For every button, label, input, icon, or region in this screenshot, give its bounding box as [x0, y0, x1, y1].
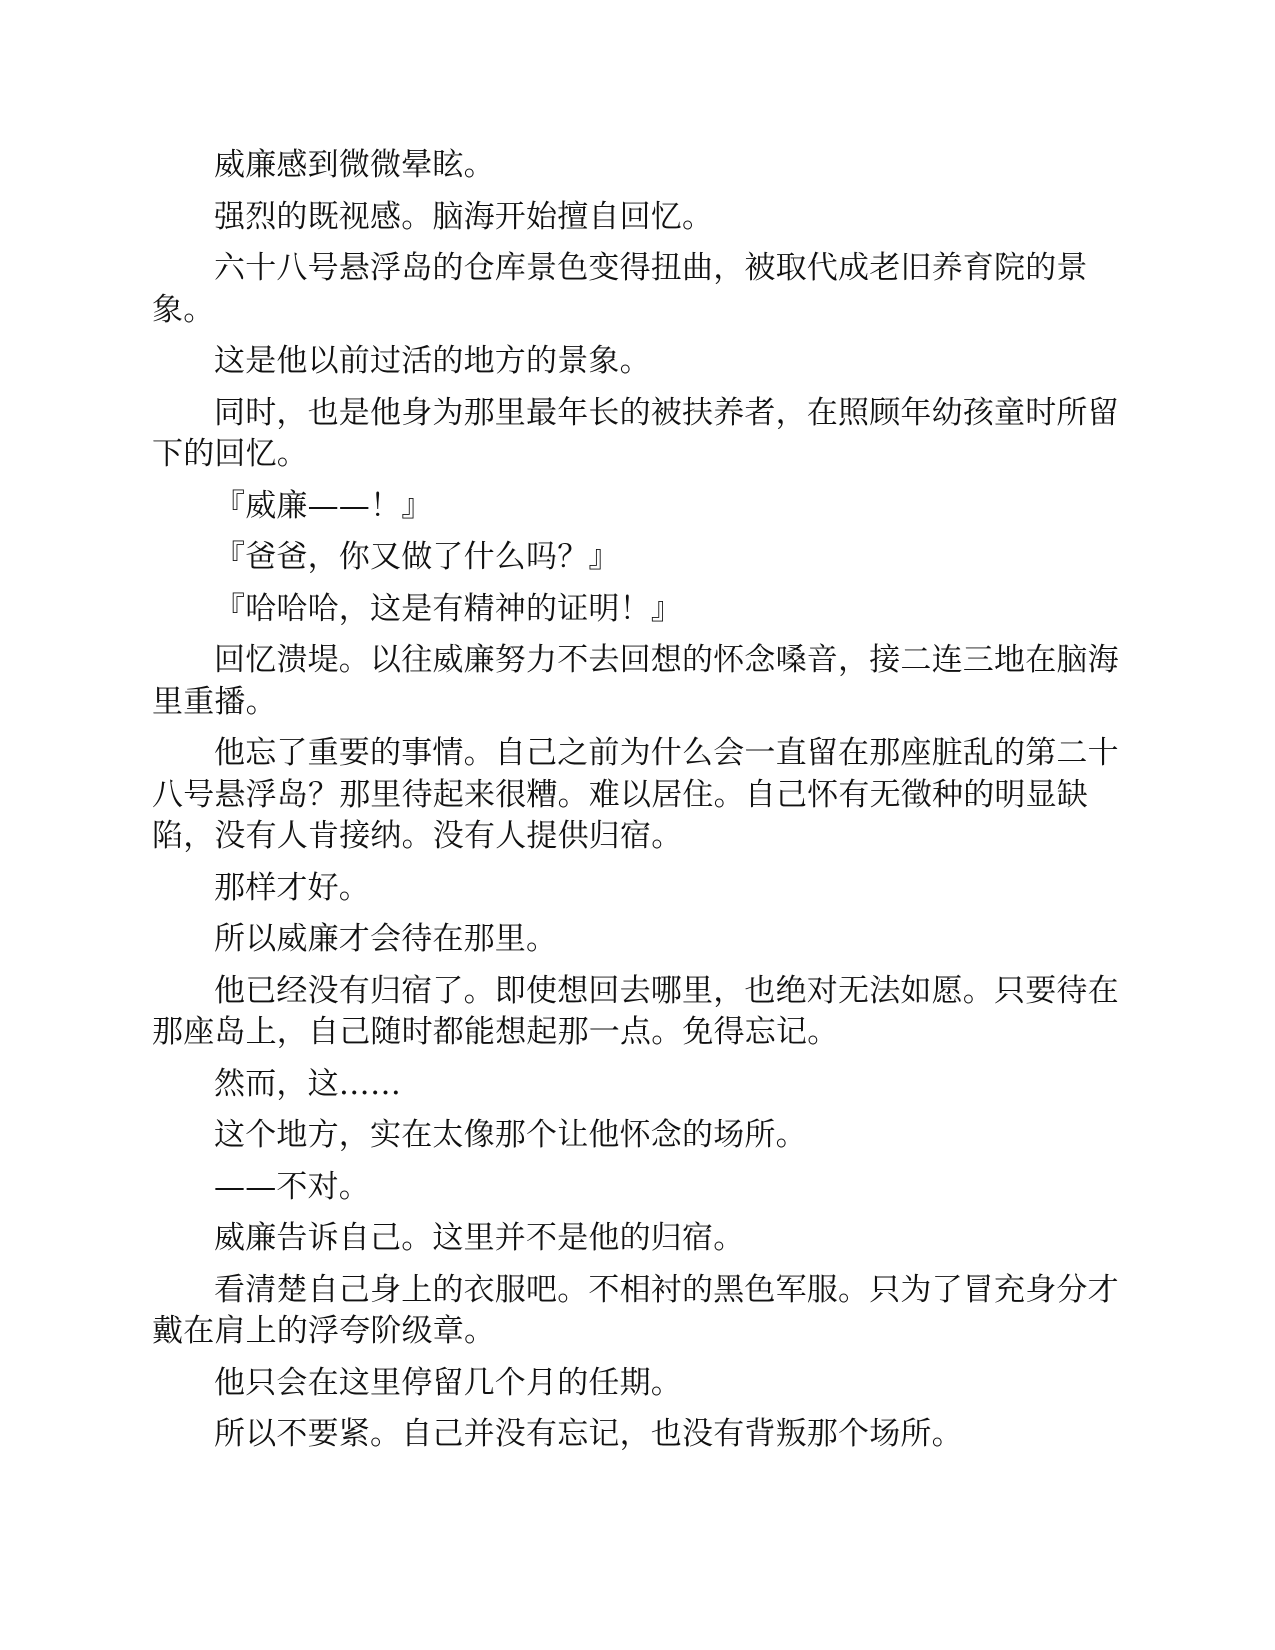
- paragraph-5: 同时，也是他身为那里最年长的被扶养者，在照顾年幼孩童时所留下的回忆。: [152, 394, 1119, 472]
- paragraph-9: 回忆溃堤。以往威廉努力不去回想的怀念嗓音，接二连三地在脑海里重播。: [152, 642, 1119, 720]
- paragraph-18: 看清楚自己身上的衣服吧。不相衬的黑色军服。只为了冒充身分才戴在肩上的浮夸阶级章。: [152, 1271, 1119, 1349]
- paragraph-7: 『爸爸，你又做了什么吗？』: [214, 539, 620, 575]
- paragraph-20: 所以不要紧。自己并没有忘记，也没有背叛那个场所。: [214, 1416, 963, 1452]
- paragraph-17: 威廉告诉自己。这里并不是他的归宿。: [214, 1220, 745, 1256]
- paragraph-13: 他已经没有归宿了。即使想回去哪里，也绝对无法如愿。只要待在那座岛上，自己随时都能想起那一点。免得忘记。: [152, 972, 1119, 1050]
- paragraph-15: 这个地方，实在太像那个让他怀念的场所。: [214, 1117, 807, 1153]
- paragraph-6: 『威廉——！』: [214, 487, 433, 524]
- paragraph-10: 他忘了重要的事情。自己之前为什么会一直留在那座脏乱的第二十八号悬浮岛？那里待起来很糟。难以居住。自己怀有无徵种的明显缺陷，没有人肯接纳。没有人提供归宿。: [152, 735, 1119, 854]
- paragraph-19: 他只会在这里停留几个月的任期。: [214, 1364, 682, 1401]
- paragraph-8: 『哈哈哈，这是有精神的证明！』: [214, 590, 682, 627]
- paragraph-11: 那样才好。: [214, 869, 370, 906]
- body-text: [152, 145, 1128, 1466]
- paragraph-12: 所以威廉才会待在那里。: [214, 921, 558, 957]
- paragraph-4: 这是他以前过活的地方的景象。: [214, 343, 651, 379]
- paragraph-1: 威廉感到微微晕眩。: [214, 147, 495, 183]
- paragraph-14: 然而，这……: [214, 1065, 402, 1102]
- paragraph-3: 六十八号悬浮岛的仓库景色变得扭曲，被取代成老旧养育院的景象。: [152, 250, 1088, 328]
- paragraph-2: 强烈的既视感。脑海开始擅自回忆。: [214, 198, 714, 235]
- paragraph-16: ——不对。: [214, 1168, 370, 1205]
